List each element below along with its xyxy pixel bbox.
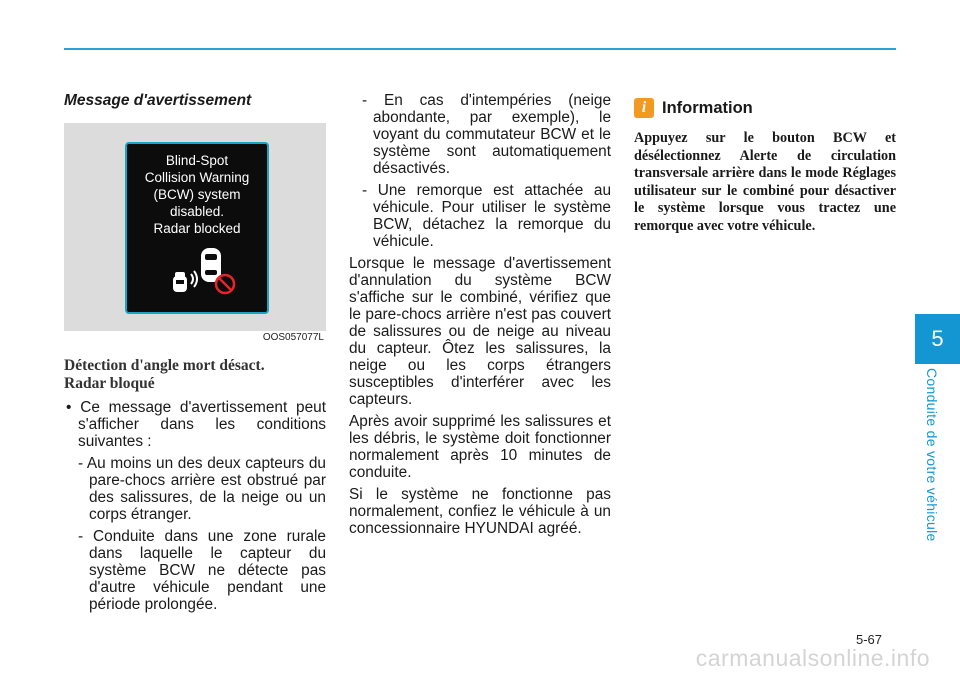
bullet-text: Ce message d'avertissement peut s'afficher dans les conditions suivantes :	[78, 399, 326, 450]
paragraph: Lorsque le message d'avertissement d'annulation du système BCW s'affiche sur le combiné, vérifiez que le pare-chocs arrière n'est pas couvert de salissures ou de neige au niveau du capteur. Ôtez les salissures, la neige ou les corps étrangers susceptibles d'interférer avec les capteurs.	[349, 255, 611, 408]
display-line: disabled.	[169, 204, 225, 219]
info-header	[634, 98, 896, 118]
info-title: Information	[662, 98, 753, 117]
dash-text: Au moins un des deux capteurs du pare-chocs arrière est obstrué par des salissures, de la neige ou un corps étranger.	[86, 455, 326, 523]
paragraph: Si le système ne fonctionne pas normalement, confiez le véhicule à un concessionnaire HYUNDAI agréé.	[349, 486, 611, 537]
dash-text: Une remorque est attachée au véhicule. Pour utiliser le système BCW, détachez la remorque du véhicule.	[373, 182, 612, 250]
dash-text: Conduite dans une zone rurale dans laquelle le capteur du système BCW ne détecte pas d'autre véhicule pendant une période prolongée.	[89, 528, 326, 613]
display-message	[127, 152, 267, 237]
dash-text: En cas d'intempéries (neige abondante, par exemple), le voyant du commutateur BCW et le système sont automatiquement désactivés.	[373, 92, 612, 177]
display-line: Blind-Spot	[165, 153, 229, 168]
prohibited-icon	[216, 275, 234, 293]
page-number: 5-67	[856, 632, 883, 647]
watermark: carmanualsonline.info	[695, 645, 930, 671]
dash-item: - Au moins un des deux capteurs du pare-chocs arrière est obstrué par des salissures, de la neige ou un corps étranger.	[78, 455, 326, 523]
display-line: (BCW) system	[153, 187, 241, 202]
bullet-item: • Ce message d'avertissement peut s'afficher dans les conditions suivantes :	[66, 399, 326, 450]
cluster-display	[125, 142, 269, 314]
figure-code: OOS057077L	[262, 332, 324, 343]
dash-item: - Conduite dans une zone rurale dans laquelle le capteur du système BCW ne détecte pas d'autre véhicule pendant une période prolongée.	[78, 528, 326, 613]
message-heading	[64, 357, 326, 393]
dash-item: - Une remorque est attachée au véhicule. Pour utiliser le système BCW, détachez la remorque du véhicule.	[362, 182, 612, 250]
middle-column	[349, 92, 611, 542]
dash-item: - En cas d'intempéries (neige abondante, par exemple), le voyant du commutateur BCW et le système sont automatiquement désactivés.	[362, 92, 612, 177]
message-heading-line: Détection d'angle mort désact.	[64, 357, 265, 374]
warning-figure	[64, 123, 326, 343]
left-column	[64, 92, 326, 618]
right-column	[634, 92, 896, 235]
message-heading-line: Radar bloqué	[64, 375, 155, 392]
display-line: Collision Warning	[144, 170, 250, 185]
blind-spot-vehicles-icon	[165, 244, 245, 304]
chapter-tab[interactable]: 5	[915, 314, 960, 364]
info-icon: i	[634, 98, 654, 118]
paragraph: Après avoir supprimé les salissures et les débris, le système doit fonctionner normalement après 10 minutes de conduite.	[349, 413, 611, 481]
info-text: Appuyez sur le bouton BCW et désélectionnez Alerte de circulation transversale arrière dans le mode Réglages utilisateur sur le combiné pour désactiver le système lorsque vous tractez une remorque avec votre véhicule.	[634, 130, 896, 234]
display-line: Radar blocked	[153, 221, 241, 236]
top-rule	[64, 48, 896, 50]
chapter-title: Conduite de votre véhicule	[924, 368, 940, 542]
rear-car-icon	[173, 272, 187, 292]
radar-wave-icon	[191, 271, 197, 287]
section-title: Message d'avertissement	[64, 92, 252, 109]
